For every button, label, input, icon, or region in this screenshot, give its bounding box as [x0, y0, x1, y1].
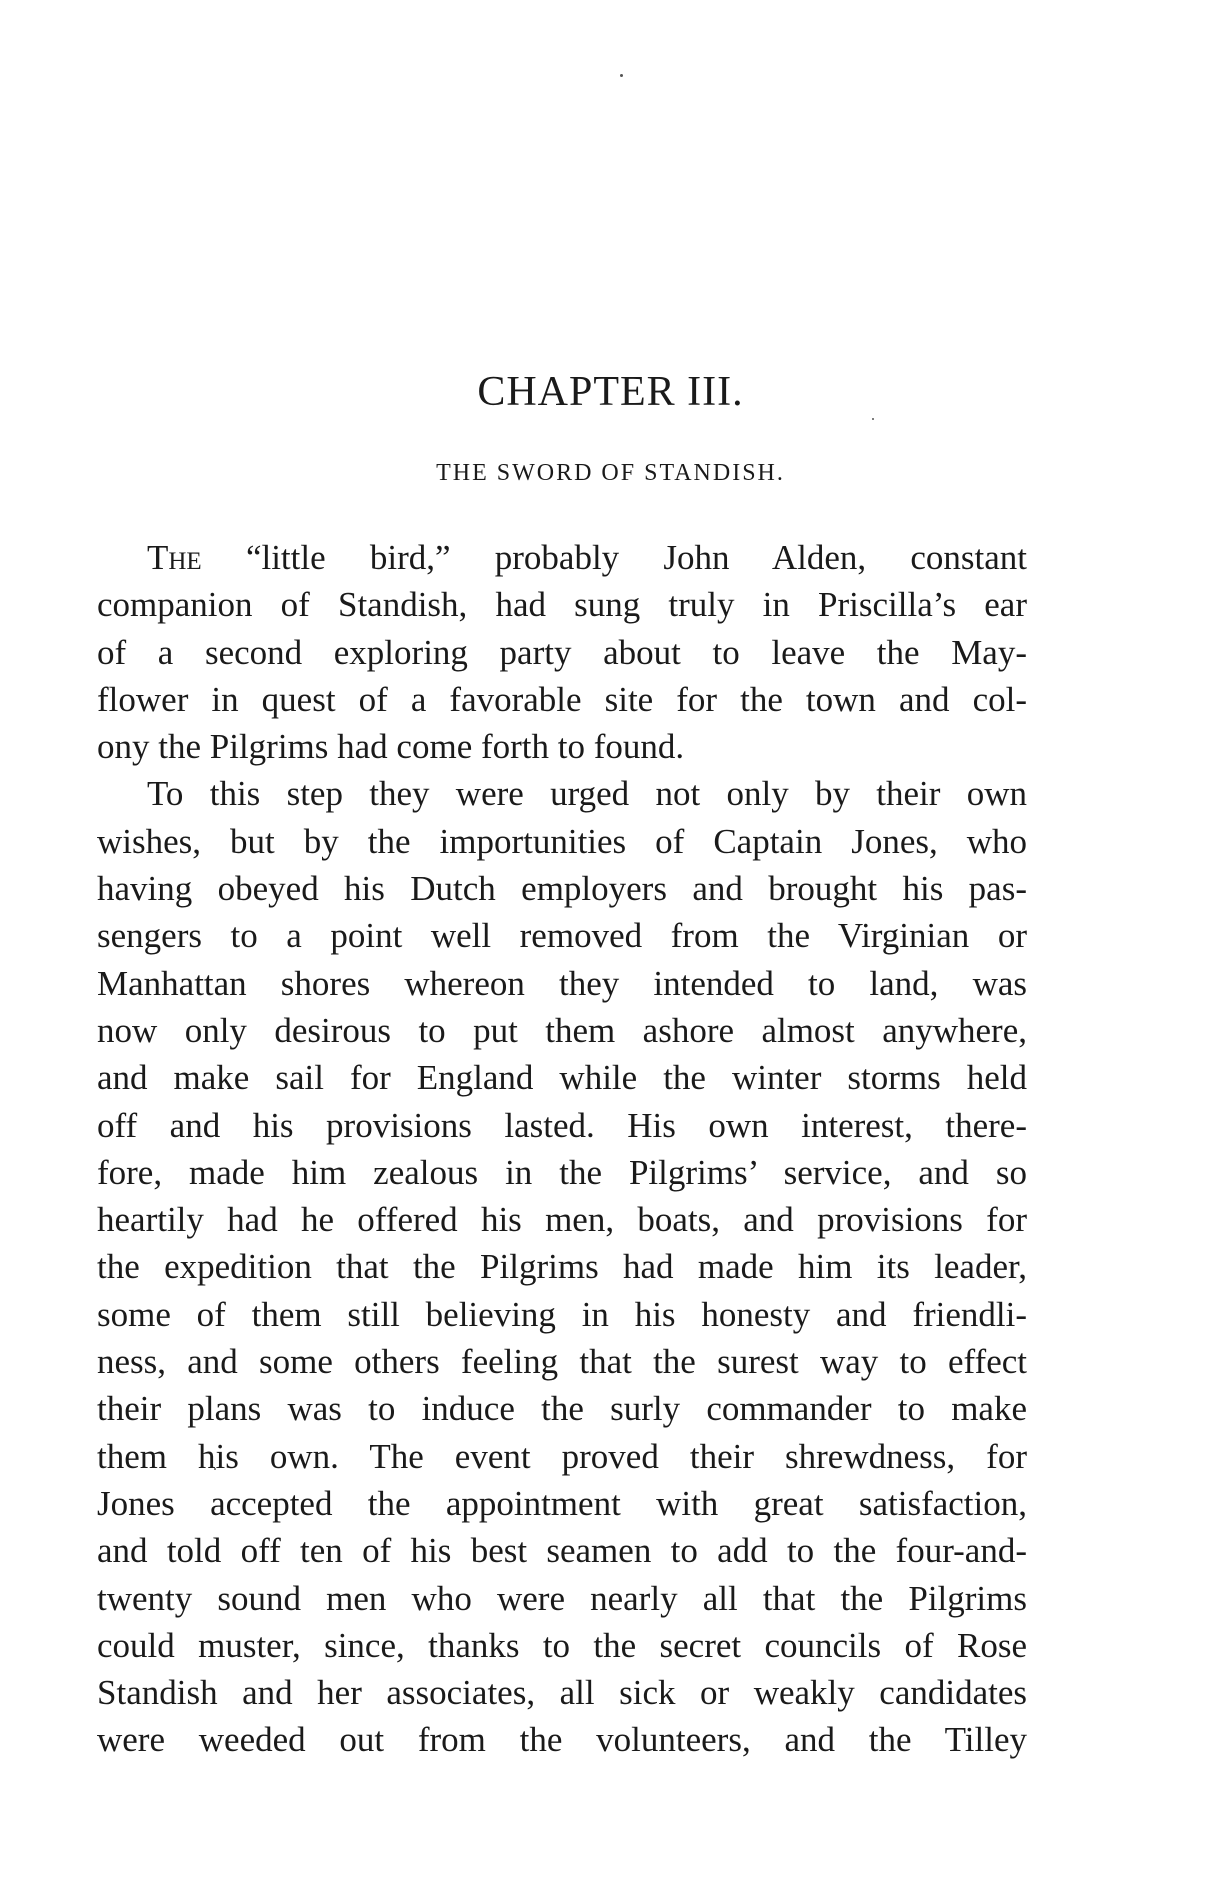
text-line: flower in quest of a favorable site for the town and col-: [97, 679, 1027, 719]
paper-speck: [620, 74, 623, 77]
text-line: ness, and some others feeling that the surest way to effect: [97, 1342, 1027, 1382]
text-line: companion of Standish, had sung truly in Priscilla’s ear: [97, 585, 1027, 625]
text-line: now only desirous to put them ashore almost anywhere,: [97, 1010, 1027, 1050]
text-line: fore, made him zealous in the Pilgrims’ service, and so: [97, 1152, 1027, 1192]
text-line: could muster, since, thanks to the secret councils of Rose: [97, 1625, 1027, 1665]
text-line: heartily had he offered his men, boats, and provisions for: [97, 1200, 1027, 1240]
text-line: ony the Pilgrims had come forth to found.: [97, 727, 685, 767]
paper-speck: [872, 418, 874, 420]
text-line: Manhattan shores whereon they intended to land, was: [97, 963, 1027, 1003]
text-line: and make sail for England while the winter storms held: [97, 1058, 1027, 1098]
text-line: Jones accepted the appointment with great satisfaction,: [97, 1483, 1027, 1523]
chapter-title: CHAPTER III.: [477, 369, 744, 415]
first-line-rest: “little bird,” probably John Alden, constant: [201, 538, 1027, 577]
text-line: wishes, but by the importunities of Captain Jones, who: [97, 821, 1027, 861]
text-line: sengers to a point well removed from the Virginian or: [97, 916, 1027, 956]
paragraph-2: [97, 770, 1027, 1763]
text-line: Standish and her associates, all sick or weakly candidates: [97, 1673, 1027, 1713]
text-line: them his own. The event proved their shrewdness, for: [97, 1436, 1027, 1476]
chapter-subtitle: THE SWORD OF STANDISH.: [436, 460, 785, 486]
text-line: twenty sound men who were nearly all that the Pilgrims: [97, 1578, 1027, 1618]
text-line: and told off ten of his best seamen to add to the four-and-: [97, 1531, 1027, 1571]
text-line: off and his provisions lasted. His own interest, there-: [97, 1105, 1027, 1145]
lead-word: The: [147, 538, 202, 577]
text-line: the expedition that the Pilgrims had made him its leader,: [97, 1247, 1027, 1287]
text-line: their plans was to induce the surly commander to make: [97, 1389, 1027, 1429]
paragraph-1: [97, 534, 1027, 770]
body-text: [97, 534, 1027, 1764]
text-line: [97, 534, 1027, 581]
text-line: having obeyed his Dutch employers and brought his pas-: [97, 869, 1027, 909]
text-line: some of them still believing in his honesty and friendli-: [97, 1294, 1027, 1334]
text-line: of a second exploring party about to leave the May-: [97, 632, 1027, 672]
text-line: To this step they were urged not only by their own: [147, 774, 1027, 814]
text-line: were weeded out from the volunteers, and the Tilley: [97, 1720, 1027, 1760]
